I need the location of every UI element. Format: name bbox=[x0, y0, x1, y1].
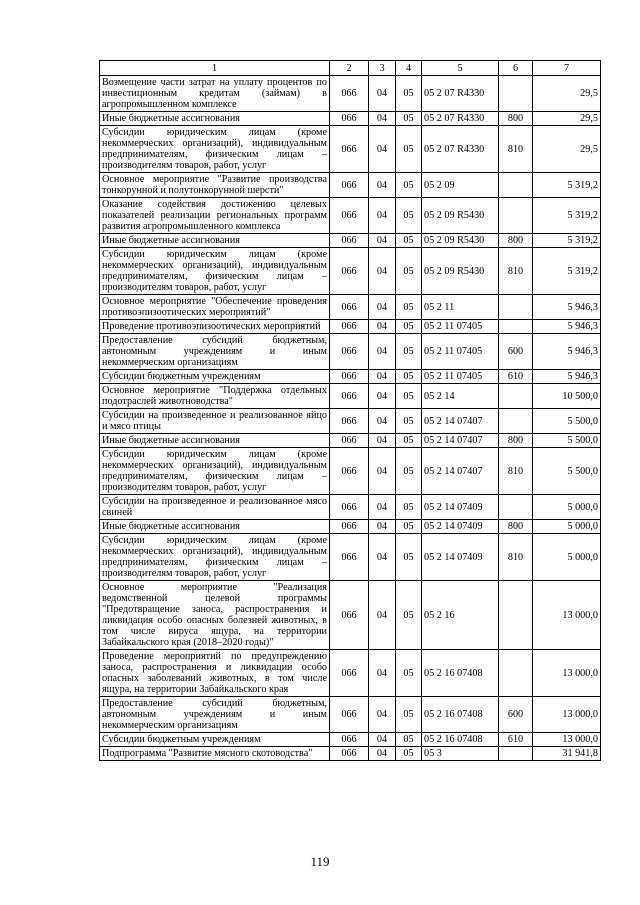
row-amount-cell: 5 946,3 bbox=[533, 295, 601, 320]
table-row bbox=[100, 495, 601, 520]
budget-table bbox=[99, 60, 601, 761]
row-subsection-cell: 05 bbox=[396, 495, 422, 520]
row-name-cell: Субсидии юридическим лицам (кроме некоммерческих организаций), индивидуальным предпринимателям, физическим лицам – производителям товаров, работ, услуг bbox=[100, 126, 330, 173]
row-code-cell: 066 bbox=[330, 434, 369, 448]
row-target-article-cell: 05 2 07 R4330 bbox=[422, 126, 499, 173]
row-section-cell: 04 bbox=[369, 534, 396, 581]
row-code-cell: 066 bbox=[330, 697, 369, 733]
table-row bbox=[100, 520, 601, 534]
row-name-cell: Проведение мероприятий по предупреждению заноса, распространения и ликвидации особо опасных заболеваний животных, в том числе ящура, на территории Забайкальского края bbox=[100, 650, 330, 697]
row-expense-type-cell bbox=[499, 650, 533, 697]
row-expense-type-cell bbox=[499, 76, 533, 112]
row-section-cell: 04 bbox=[369, 448, 396, 495]
row-subsection-cell: 05 bbox=[396, 295, 422, 320]
row-amount-cell: 5 319,2 bbox=[533, 173, 601, 198]
table-row bbox=[100, 581, 601, 650]
row-section-cell: 04 bbox=[369, 434, 396, 448]
row-expense-type-cell: 810 bbox=[499, 126, 533, 173]
row-name-cell: Возмещение части затрат на уплату процентов по инвестиционным кредитам (займам) в агропромышленном комплексе bbox=[100, 76, 330, 112]
row-amount-cell: 13 000,0 bbox=[533, 650, 601, 697]
row-section-cell: 04 bbox=[369, 173, 396, 198]
header-col-6: 6 bbox=[499, 61, 533, 76]
row-expense-type-cell: 610 bbox=[499, 733, 533, 747]
row-name-cell: Основное мероприятие "Обеспечение проведения противоэпизоотических мероприятий" bbox=[100, 295, 330, 320]
row-amount-cell: 13 000,0 bbox=[533, 581, 601, 650]
row-expense-type-cell: 810 bbox=[499, 248, 533, 295]
row-name-cell: Субсидии бюджетным учреждениям bbox=[100, 733, 330, 747]
row-target-article-cell: 05 2 14 07409 bbox=[422, 534, 499, 581]
row-code-cell: 066 bbox=[330, 409, 369, 434]
row-code-cell: 066 bbox=[330, 448, 369, 495]
row-expense-type-cell bbox=[499, 495, 533, 520]
row-code-cell: 066 bbox=[330, 112, 369, 126]
row-expense-type-cell bbox=[499, 295, 533, 320]
row-name-cell: Подпрограмма "Развитие мясного скотоводства" bbox=[100, 747, 330, 761]
row-expense-type-cell: 600 bbox=[499, 334, 533, 370]
row-section-cell: 04 bbox=[369, 495, 396, 520]
table-body bbox=[100, 76, 601, 761]
row-expense-type-cell bbox=[499, 384, 533, 409]
table-row bbox=[100, 534, 601, 581]
table-row bbox=[100, 76, 601, 112]
row-amount-cell: 13 000,0 bbox=[533, 697, 601, 733]
row-subsection-cell: 05 bbox=[396, 581, 422, 650]
row-name-cell: Основное мероприятие "Развитие производства тонкорунной и полутонкорунной шерсти" bbox=[100, 173, 330, 198]
row-target-article-cell: 05 2 11 07405 bbox=[422, 334, 499, 370]
row-amount-cell: 5 319,2 bbox=[533, 248, 601, 295]
row-amount-cell: 5 319,2 bbox=[533, 234, 601, 248]
row-section-cell: 04 bbox=[369, 112, 396, 126]
row-amount-cell: 13 000,0 bbox=[533, 733, 601, 747]
row-section-cell: 04 bbox=[369, 295, 396, 320]
row-code-cell: 066 bbox=[330, 747, 369, 761]
row-name-cell: Проведение противоэпизоотических мероприятий bbox=[100, 320, 330, 334]
row-subsection-cell: 05 bbox=[396, 334, 422, 370]
header-col-3: 3 bbox=[369, 61, 396, 76]
row-target-article-cell: 05 2 14 07407 bbox=[422, 448, 499, 495]
table-row bbox=[100, 320, 601, 334]
row-amount-cell: 31 941,8 bbox=[533, 747, 601, 761]
row-target-article-cell: 05 2 09 R5430 bbox=[422, 198, 499, 234]
row-amount-cell: 5 319,2 bbox=[533, 198, 601, 234]
row-subsection-cell: 05 bbox=[396, 384, 422, 409]
row-subsection-cell: 05 bbox=[396, 409, 422, 434]
row-amount-cell: 29,5 bbox=[533, 76, 601, 112]
row-amount-cell: 5 000,0 bbox=[533, 534, 601, 581]
row-target-article-cell: 05 2 14 bbox=[422, 384, 499, 409]
row-target-article-cell: 05 2 16 bbox=[422, 581, 499, 650]
row-code-cell: 066 bbox=[330, 495, 369, 520]
row-name-cell: Субсидии на произведенное и реализованное мясо свиней bbox=[100, 495, 330, 520]
row-section-cell: 04 bbox=[369, 320, 396, 334]
table-row bbox=[100, 384, 601, 409]
row-target-article-cell: 05 2 14 07409 bbox=[422, 520, 499, 534]
row-name-cell: Субсидии юридическим лицам (кроме некоммерческих организаций), индивидуальным предпринимателям, физическим лицам – производителям товаров, работ, услуг bbox=[100, 448, 330, 495]
row-amount-cell: 5 000,0 bbox=[533, 520, 601, 534]
row-section-cell: 04 bbox=[369, 747, 396, 761]
row-name-cell: Предоставление субсидий бюджетным, автономным учреждениям и иным некоммерческим организациям bbox=[100, 334, 330, 370]
row-name-cell: Субсидии юридическим лицам (кроме некоммерческих организаций), индивидуальным предпринимателям, физическим лицам – производителям товаров, работ, услуг bbox=[100, 248, 330, 295]
row-section-cell: 04 bbox=[369, 409, 396, 434]
header-col-4: 4 bbox=[396, 61, 422, 76]
row-expense-type-cell: 800 bbox=[499, 234, 533, 248]
row-target-article-cell: 05 2 11 07405 bbox=[422, 370, 499, 384]
row-target-article-cell: 05 2 14 07409 bbox=[422, 495, 499, 520]
row-expense-type-cell: 800 bbox=[499, 520, 533, 534]
row-target-article-cell: 05 2 16 07408 bbox=[422, 733, 499, 747]
row-amount-cell: 29,5 bbox=[533, 126, 601, 173]
row-subsection-cell: 05 bbox=[396, 234, 422, 248]
row-code-cell: 066 bbox=[330, 173, 369, 198]
row-section-cell: 04 bbox=[369, 334, 396, 370]
row-expense-type-cell bbox=[499, 198, 533, 234]
row-target-article-cell: 05 2 11 07405 bbox=[422, 320, 499, 334]
row-name-cell: Оказание содействия достижению целевых показателей реализации региональных программ развития агропромышленного комплекса bbox=[100, 198, 330, 234]
row-subsection-cell: 05 bbox=[396, 248, 422, 295]
row-name-cell: Иные бюджетные ассигнования bbox=[100, 112, 330, 126]
row-code-cell: 066 bbox=[330, 234, 369, 248]
header-col-2: 2 bbox=[330, 61, 369, 76]
row-section-cell: 04 bbox=[369, 370, 396, 384]
row-subsection-cell: 05 bbox=[396, 747, 422, 761]
header-col-1: 1 bbox=[100, 61, 330, 76]
row-name-cell: Предоставление субсидий бюджетным, автономным учреждениям и иным некоммерческим организациям bbox=[100, 697, 330, 733]
row-code-cell: 066 bbox=[330, 295, 369, 320]
row-section-cell: 04 bbox=[369, 581, 396, 650]
row-code-cell: 066 bbox=[330, 334, 369, 370]
table-row bbox=[100, 198, 601, 234]
row-name-cell: Иные бюджетные ассигнования bbox=[100, 520, 330, 534]
row-amount-cell: 10 500,0 bbox=[533, 384, 601, 409]
row-subsection-cell: 05 bbox=[396, 198, 422, 234]
row-expense-type-cell: 610 bbox=[499, 370, 533, 384]
table-row bbox=[100, 112, 601, 126]
row-target-article-cell: 05 2 07 R4330 bbox=[422, 112, 499, 126]
row-subsection-cell: 05 bbox=[396, 173, 422, 198]
row-expense-type-cell: 600 bbox=[499, 697, 533, 733]
row-subsection-cell: 05 bbox=[396, 434, 422, 448]
row-expense-type-cell bbox=[499, 747, 533, 761]
row-name-cell: Субсидии юридическим лицам (кроме некоммерческих организаций), индивидуальным предпринимателям, физическим лицам – производителям товаров, работ, услуг bbox=[100, 534, 330, 581]
table-row bbox=[100, 650, 601, 697]
row-section-cell: 04 bbox=[369, 248, 396, 295]
row-name-cell: Иные бюджетные ассигнования bbox=[100, 434, 330, 448]
table-row bbox=[100, 448, 601, 495]
row-section-cell: 04 bbox=[369, 650, 396, 697]
row-section-cell: 04 bbox=[369, 697, 396, 733]
table-row bbox=[100, 173, 601, 198]
row-code-cell: 066 bbox=[330, 733, 369, 747]
row-amount-cell: 5 000,0 bbox=[533, 495, 601, 520]
row-amount-cell: 5 946,3 bbox=[533, 320, 601, 334]
row-amount-cell: 5 500,0 bbox=[533, 448, 601, 495]
row-section-cell: 04 bbox=[369, 234, 396, 248]
row-code-cell: 066 bbox=[330, 320, 369, 334]
row-code-cell: 066 bbox=[330, 76, 369, 112]
table-row bbox=[100, 334, 601, 370]
row-expense-type-cell: 810 bbox=[499, 534, 533, 581]
row-subsection-cell: 05 bbox=[396, 697, 422, 733]
row-section-cell: 04 bbox=[369, 126, 396, 173]
row-name-cell: Субсидии бюджетным учреждениям bbox=[100, 370, 330, 384]
table-row bbox=[100, 697, 601, 733]
table-row bbox=[100, 747, 601, 761]
row-expense-type-cell: 800 bbox=[499, 434, 533, 448]
row-code-cell: 066 bbox=[330, 520, 369, 534]
row-code-cell: 066 bbox=[330, 126, 369, 173]
row-amount-cell: 5 500,0 bbox=[533, 409, 601, 434]
row-subsection-cell: 05 bbox=[396, 112, 422, 126]
row-subsection-cell: 05 bbox=[396, 76, 422, 112]
row-subsection-cell: 05 bbox=[396, 534, 422, 581]
row-expense-type-cell bbox=[499, 581, 533, 650]
row-code-cell: 066 bbox=[330, 581, 369, 650]
row-subsection-cell: 05 bbox=[396, 733, 422, 747]
row-section-cell: 04 bbox=[369, 384, 396, 409]
row-amount-cell: 29,5 bbox=[533, 112, 601, 126]
row-subsection-cell: 05 bbox=[396, 126, 422, 173]
row-name-cell: Иные бюджетные ассигнования bbox=[100, 234, 330, 248]
row-section-cell: 04 bbox=[369, 198, 396, 234]
row-section-cell: 04 bbox=[369, 76, 396, 112]
table-row bbox=[100, 434, 601, 448]
row-name-cell: Основное мероприятие "Реализация ведомственной целевой программы "Предотвращение заноса, распространения и ликвидация особо опасных болезней животных, в том числе вируса ящура, на территории Забайкальского края (2018–2020 годы)" bbox=[100, 581, 330, 650]
row-code-cell: 066 bbox=[330, 198, 369, 234]
table-row bbox=[100, 248, 601, 295]
row-target-article-cell: 05 2 14 07407 bbox=[422, 409, 499, 434]
row-target-article-cell: 05 2 16 07408 bbox=[422, 650, 499, 697]
table-row bbox=[100, 733, 601, 747]
row-subsection-cell: 05 bbox=[396, 320, 422, 334]
row-code-cell: 066 bbox=[330, 248, 369, 295]
row-target-article-cell: 05 2 11 bbox=[422, 295, 499, 320]
table-row bbox=[100, 370, 601, 384]
header-col-5: 5 bbox=[422, 61, 499, 76]
row-code-cell: 066 bbox=[330, 384, 369, 409]
table-row bbox=[100, 409, 601, 434]
row-expense-type-cell: 810 bbox=[499, 448, 533, 495]
row-code-cell: 066 bbox=[330, 370, 369, 384]
row-subsection-cell: 05 bbox=[396, 650, 422, 697]
row-target-article-cell: 05 2 07 R4330 bbox=[422, 76, 499, 112]
table-row bbox=[100, 234, 601, 248]
row-code-cell: 066 bbox=[330, 534, 369, 581]
row-target-article-cell: 05 2 16 07408 bbox=[422, 697, 499, 733]
row-subsection-cell: 05 bbox=[396, 520, 422, 534]
row-subsection-cell: 05 bbox=[396, 370, 422, 384]
row-section-cell: 04 bbox=[369, 733, 396, 747]
row-name-cell: Субсидии на произведенное и реализованное яйцо и мясо птицы bbox=[100, 409, 330, 434]
table-header-row bbox=[100, 61, 601, 76]
row-expense-type-cell: 800 bbox=[499, 112, 533, 126]
row-subsection-cell: 05 bbox=[396, 448, 422, 495]
row-expense-type-cell bbox=[499, 173, 533, 198]
header-col-7: 7 bbox=[533, 61, 601, 76]
row-amount-cell: 5 500,0 bbox=[533, 434, 601, 448]
row-expense-type-cell bbox=[499, 320, 533, 334]
row-name-cell: Основное мероприятие "Поддержка отдельных подотраслей животноводства" bbox=[100, 384, 330, 409]
table-row bbox=[100, 126, 601, 173]
row-section-cell: 04 bbox=[369, 520, 396, 534]
table-row bbox=[100, 295, 601, 320]
row-amount-cell: 5 946,3 bbox=[533, 370, 601, 384]
row-target-article-cell: 05 2 09 R5430 bbox=[422, 248, 499, 295]
row-target-article-cell: 05 2 09 bbox=[422, 173, 499, 198]
row-amount-cell: 5 946,3 bbox=[533, 334, 601, 370]
row-target-article-cell: 05 2 14 07407 bbox=[422, 434, 499, 448]
page-number: 119 bbox=[310, 854, 330, 869]
row-target-article-cell: 05 2 09 R5430 bbox=[422, 234, 499, 248]
row-expense-type-cell bbox=[499, 409, 533, 434]
row-target-article-cell: 05 3 bbox=[422, 747, 499, 761]
row-code-cell: 066 bbox=[330, 650, 369, 697]
